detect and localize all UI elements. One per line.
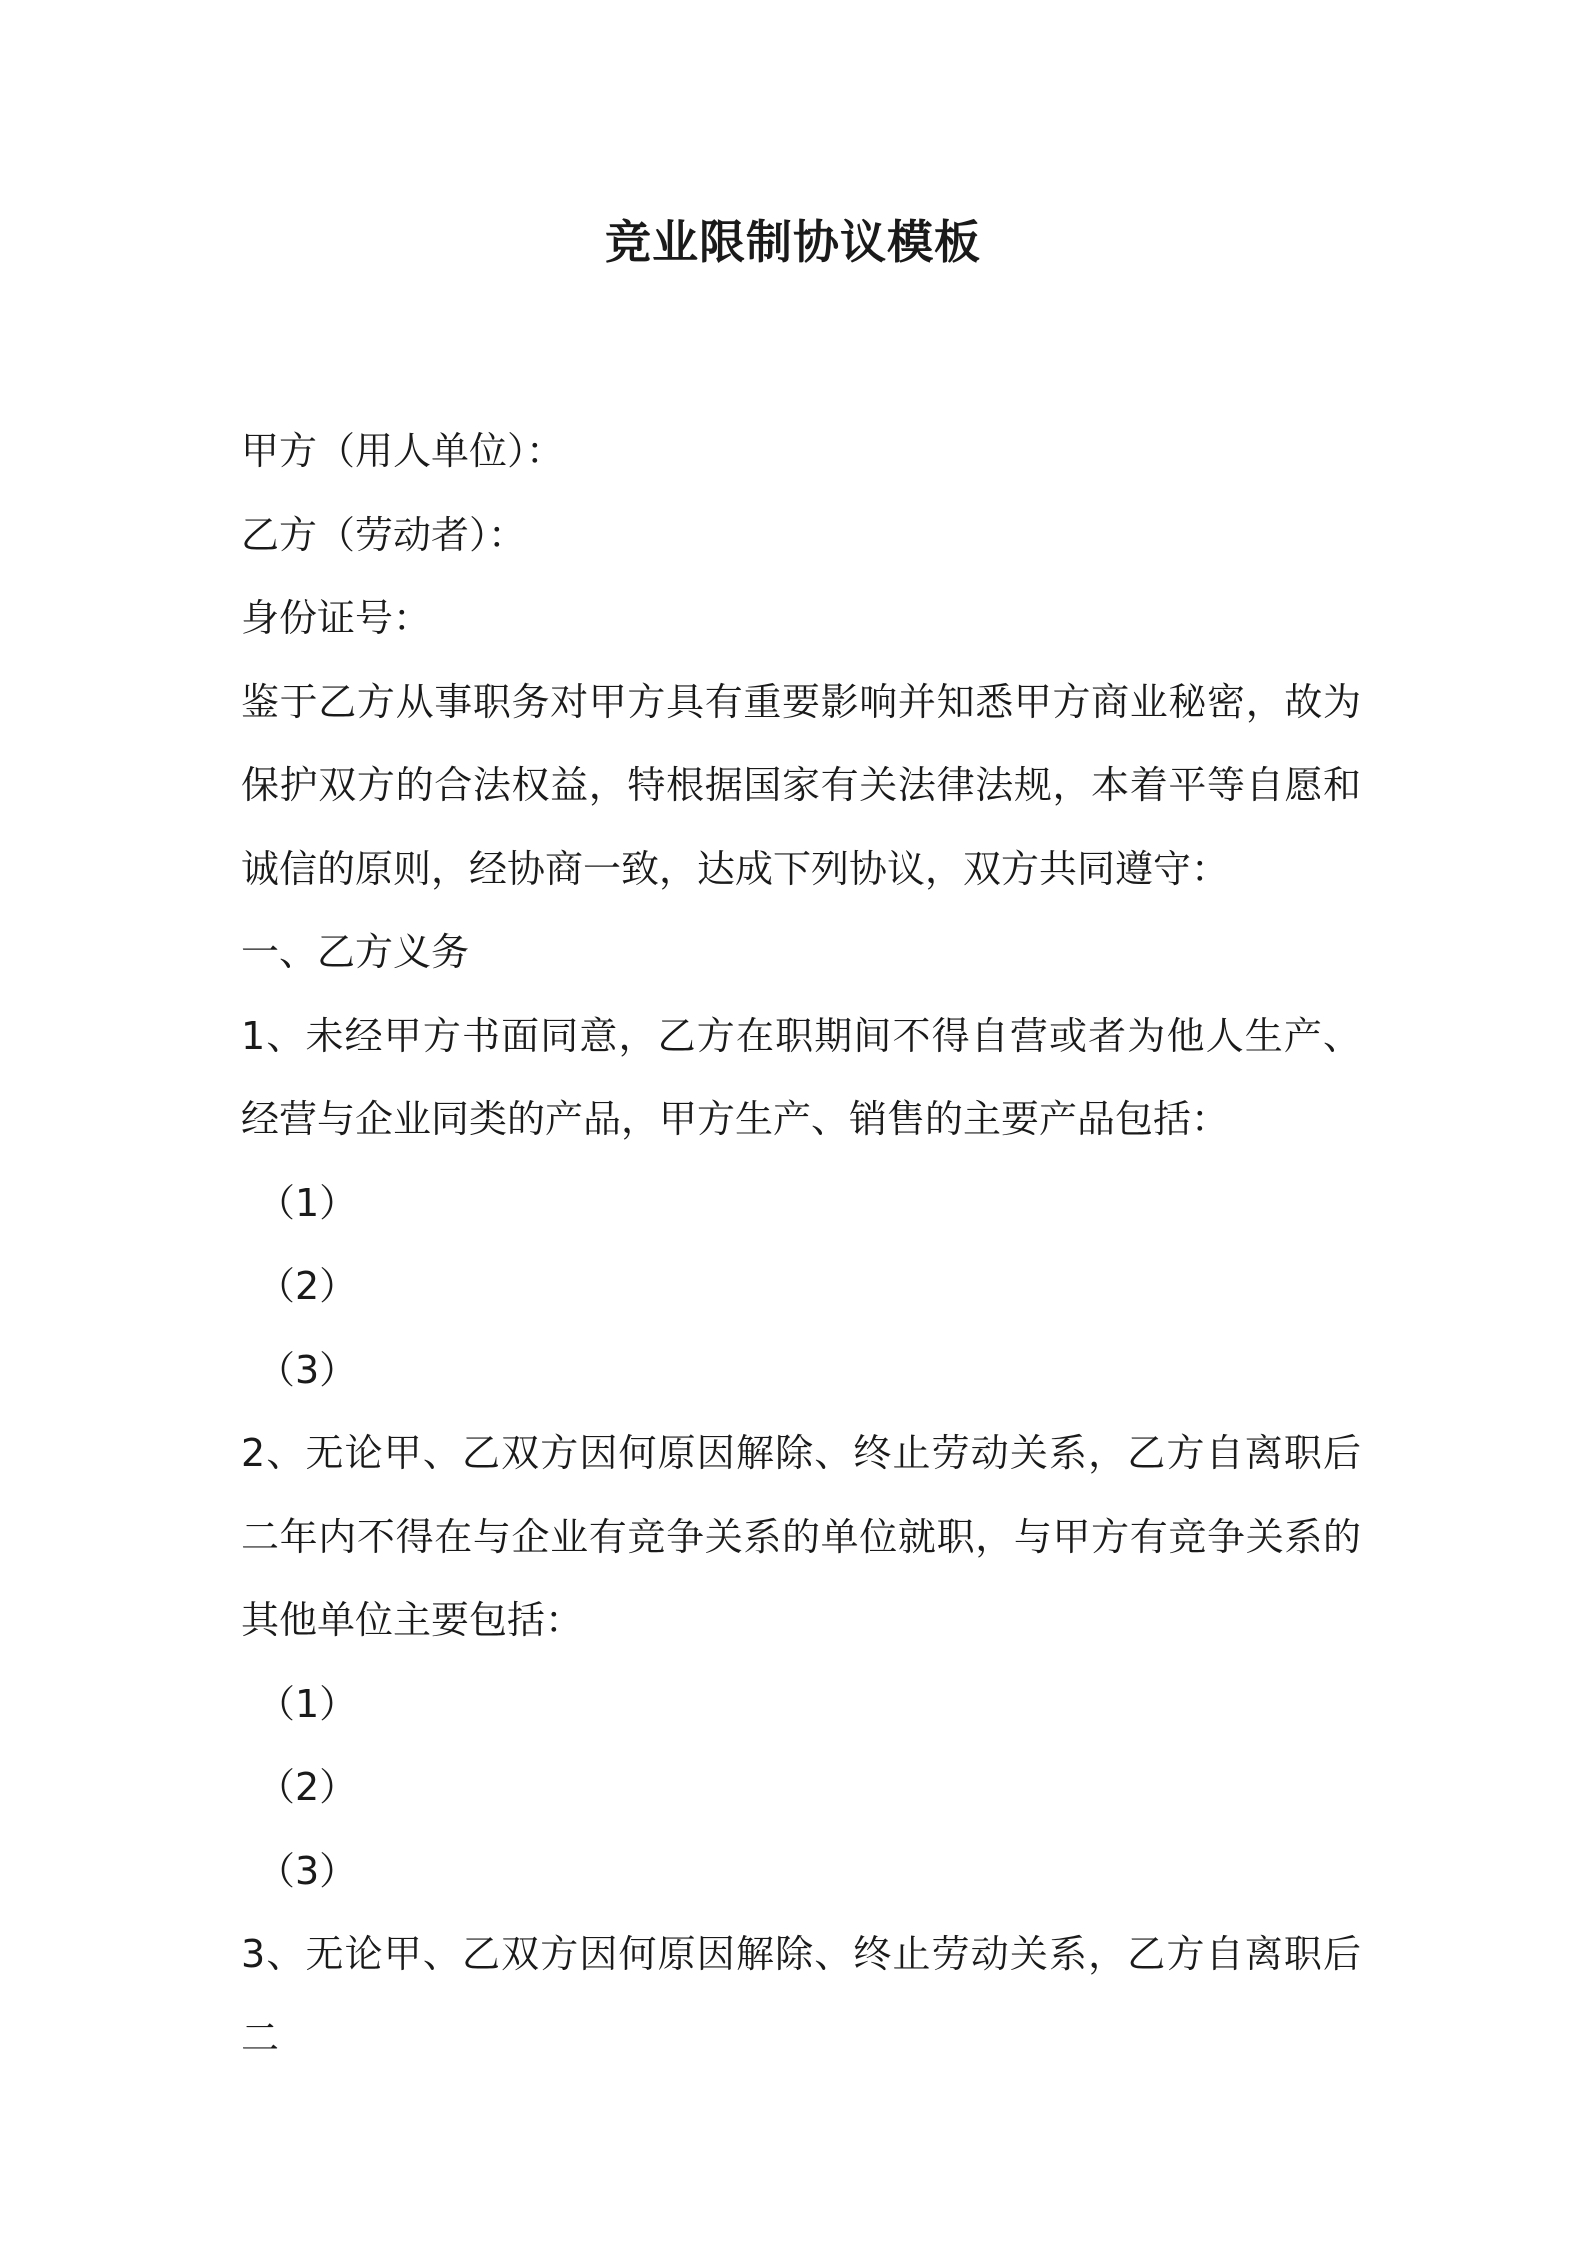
party-b-line: 乙方（劳动者）： xyxy=(241,512,527,557)
clause-1-item-3: （3） xyxy=(257,1347,358,1392)
clause-2-item-3: （3） xyxy=(257,1848,358,1893)
id-number-line: 身份证号： xyxy=(241,596,432,640)
clause-2: 2、无论甲、乙双方因何原因解除、终止劳动关系，乙方自离职后二年内不得在与企业有竞争关系的单位就职，与甲方有竞争关系的其他单位主要包括： xyxy=(241,1431,1361,1642)
clause-3: 3、无论甲、乙双方因何原因解除、终止劳动关系，乙方自离职后二 xyxy=(241,1932,1361,2060)
clause-1-item-2: （2） xyxy=(257,1264,358,1308)
clause-2-item-2: （2） xyxy=(257,1765,358,1809)
clause-1-item-1: （1） xyxy=(257,1180,358,1225)
clause-2-item-1: （1） xyxy=(257,1681,358,1726)
party-a-line: 甲方（用人单位）： xyxy=(241,429,565,473)
document-body xyxy=(241,410,1361,2080)
document-title: 竞业限制协议模板 xyxy=(605,215,981,269)
section-1-heading: 一、乙方义务 xyxy=(241,930,470,974)
preamble-paragraph: 鉴于乙方从事职务对甲方具有重要影响并知悉甲方商业秘密，故为保护双方的合法权益，特根据国家有关法律法规，本着平等自愿和诚信的原则，经协商一致，达成下列协议，双方共同遵守： xyxy=(241,679,1361,891)
clause-1: 1、未经甲方书面同意，乙方在职期间不得自营或者为他人生产、经营与企业同类的产品，甲方生产、销售的主要产品包括： xyxy=(241,1013,1361,1141)
